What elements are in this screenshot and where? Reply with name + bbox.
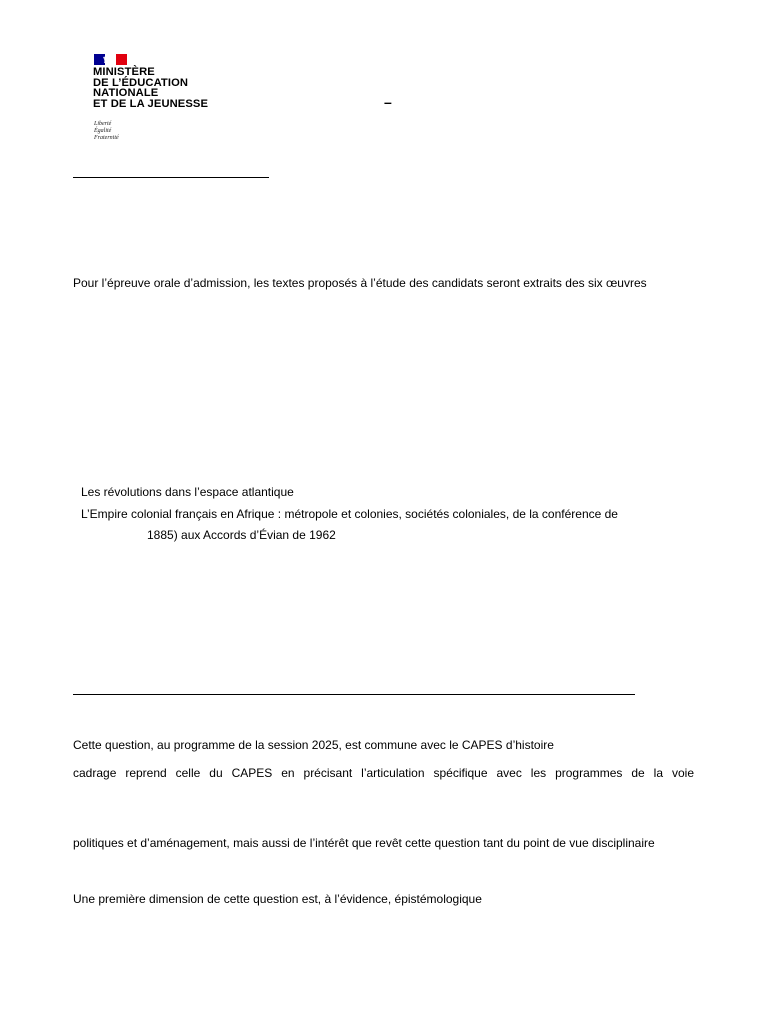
republic-motto: Liberté Égalité Fraternité [94, 121, 119, 141]
paragraph-2: cadrage reprend celle du CAPES en précisant l’articulation spécifique avec les programmes de la voie [73, 766, 694, 780]
paragraph-1: Cette question, au programme de la session 2025, est commune avec le CAPES d’histoire [73, 738, 554, 752]
paragraph-4: Une première dimension de cette question est, à l’évidence, épistémologique [73, 892, 482, 906]
ministry-logo-title: MINISTÈRE DE L’ÉDUCATION NATIONALE ET DE LA JEUNESSE [93, 66, 209, 110]
section-rule [73, 694, 635, 695]
question-2: L’Empire colonial français en Afrique : métropole et colonies, sociétés coloniales, de la conférence de [81, 507, 618, 521]
header-dash: – [384, 94, 392, 110]
intro-paragraph: Pour l’épreuve orale d’admission, les textes proposés à l’étude des candidats seront extraits des six œuvres [73, 276, 647, 290]
question-1: Les révolutions dans l’espace atlantique [81, 485, 294, 499]
marianne-flag-icon [94, 54, 127, 65]
header-rule [73, 177, 269, 178]
question-2-continuation: 1885) aux Accords d’Évian de 1962 [147, 528, 336, 542]
paragraph-3: politiques et d’aménagement, mais aussi de l’intérêt que revêt cette question tant du point de vue disciplinaire [73, 836, 655, 850]
republic-flag-icon [94, 54, 127, 65]
